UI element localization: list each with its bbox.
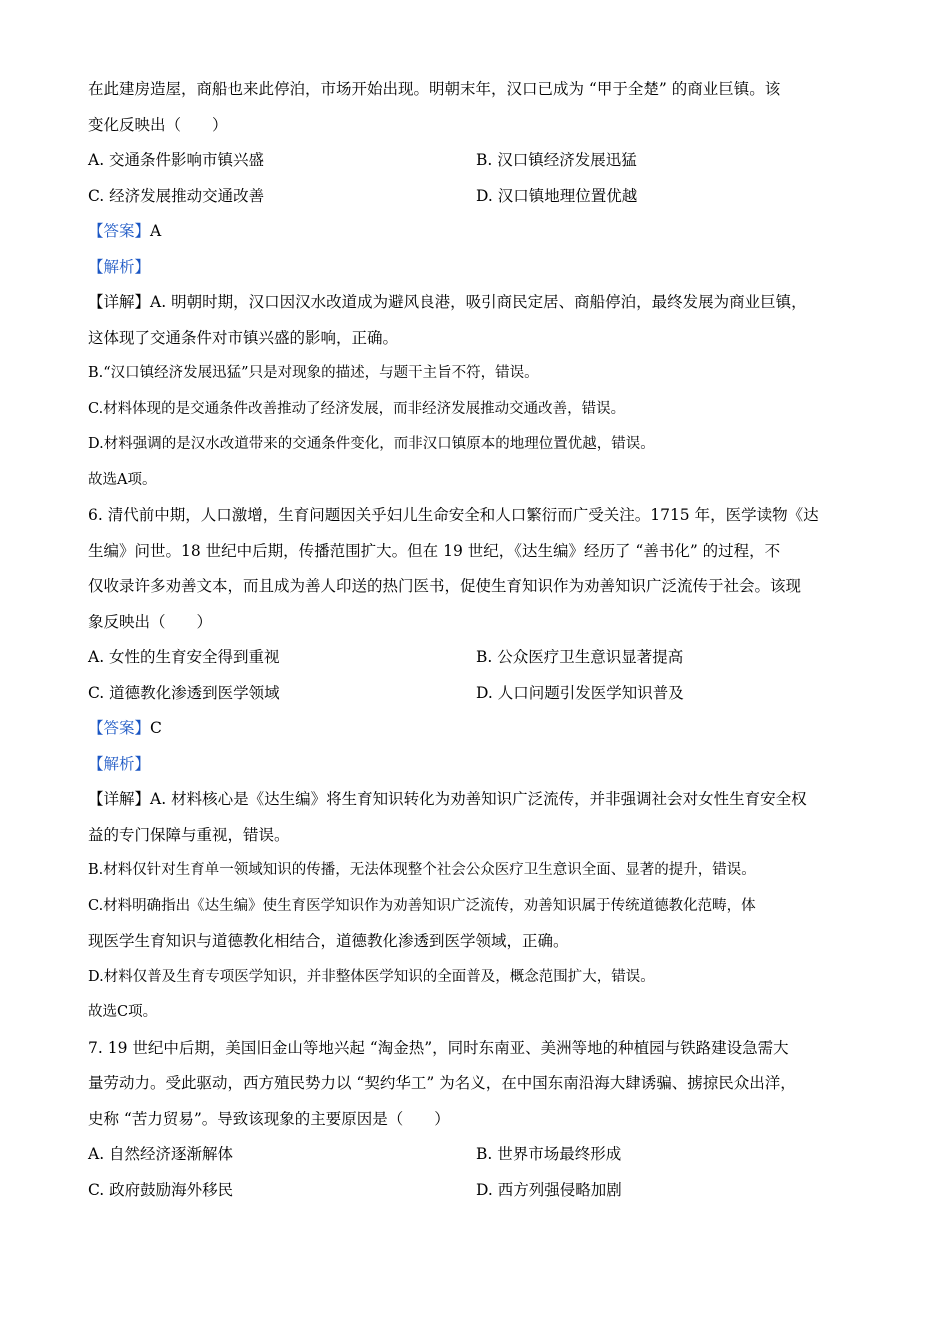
question-stem-line: 象反映出（ ） <box>88 612 213 631</box>
detail-text: A. 明朝时期，汉口因汉水改道成为避风良港，吸引商民定居、商船停泊，最终发展为商业巨镇， <box>150 293 807 311</box>
answer-tag: 【答案】 <box>88 222 151 240</box>
detail-line <box>88 782 878 818</box>
answer-line <box>88 214 878 250</box>
option-d: D. 西方列强侵略加剧 <box>476 1180 622 1199</box>
option-b: B. 世界市场最终形成 <box>476 1145 622 1163</box>
question-stem-line: 生编》问世。18 世纪中后期，传播范围扩大。但在 19 世纪，《达生编》经历了 “善书化” 的过程，不 <box>88 541 781 560</box>
explanation-line: 益的专门保障与重视，错误。 <box>88 825 290 844</box>
explanation-line: D.材料强调的是汉水改道带来的交通条件变化，而非汉口镇原本的地理位置优越，错误。 <box>88 436 655 452</box>
detail-tag: 【详解】 <box>88 293 151 311</box>
options-row <box>88 1173 878 1209</box>
answer-tag: 【答案】 <box>88 719 151 737</box>
option-c: C. 道德教化渗透到医学领域 <box>88 683 280 702</box>
explanation-line: B.“汉口镇经济发展迅猛”只是对现象的描述，与题干主旨不符，错误。 <box>88 365 539 381</box>
analysis-tag: 【解析】 <box>88 257 151 276</box>
question-7 <box>88 1031 878 1209</box>
question-stem-line: 7. 19 世纪中后期，美国旧金山等地兴起 “淘金热”，同时东南亚、美洲等地的种植园与铁路建设急需大 <box>88 1038 789 1057</box>
conclusion-line: 故选C项。 <box>88 1004 158 1020</box>
explanation-line: D.材料仅普及生育专项医学知识，并非整体医学知识的全面普及，概念范围扩大，错误。 <box>88 968 655 985</box>
explanation-line: 现医学生育知识与道德教化相结合，道德教化渗透到医学领域，正确。 <box>88 932 569 950</box>
detail-tag: 【详解】 <box>88 790 151 808</box>
option-a: A. 交通条件影响市镇兴盛 <box>88 151 265 169</box>
options-row <box>88 640 878 676</box>
question-stem-line: 量劳动力。受此驱动，西方殖民势力以 “契约华工” 为名义，在中国东南沿海大肆诱骗、掳掠民众出洋， <box>88 1074 796 1092</box>
options-row <box>88 179 878 215</box>
question-5 <box>88 72 878 498</box>
answer-value: C <box>150 719 162 737</box>
answer-value: A <box>150 222 162 240</box>
document-page <box>88 72 878 1208</box>
option-b: B. 公众医疗卫生意识显著提高 <box>476 648 684 666</box>
options-row <box>88 676 878 712</box>
explanation-line: B.材料仅针对生育单一领域知识的传播，无法体现整个社会公众医疗卫生意识全面、显著的提升，错误。 <box>88 862 756 878</box>
option-a: A. 女性的生育安全得到重视 <box>88 648 280 666</box>
detail-text: A. 材料核心是《达生编》将生育知识转化为劝善知识广泛流传，并非强调社会对女性生育安全权 <box>150 790 807 808</box>
explanation-line: 这体现了交通条件对市镇兴盛的影响，正确。 <box>88 328 399 347</box>
question-stem-line: 仅收录许多劝善文本，而且成为善人印送的热门医书，促使生育知识作为劝善知识广泛流传于社会。该现 <box>88 577 802 595</box>
option-c: C. 经济发展推动交通改善 <box>88 186 265 205</box>
question-6 <box>88 498 878 1031</box>
conclusion-line: 故选A项。 <box>88 471 157 488</box>
question-stem-line: 史称 “苦力贸易”。导致该现象的主要原因是（ ） <box>88 1109 450 1128</box>
question-stem-line: 变化反映出（ ） <box>88 115 228 134</box>
explanation-line: C.材料体现的是交通条件改善推动了经济发展，而非经济发展推动交通改善，错误。 <box>88 400 626 417</box>
analysis-tag: 【解析】 <box>88 754 151 773</box>
question-stem-line: 6. 清代前中期，人口激增，生育问题因关乎妇儿生命安全和人口繁衍而广受关注。1715 年，医学读物《达 <box>88 506 819 524</box>
explanation-line: C.材料明确指出《达生编》使生育医学知识作为劝善知识广泛流传，劝善知识属于传统道德教化范畴，体 <box>88 897 756 914</box>
detail-line <box>88 285 878 321</box>
option-c: C. 政府鼓励海外移民 <box>88 1180 234 1199</box>
option-d: D. 汉口镇地理位置优越 <box>476 186 638 205</box>
option-a: A. 自然经济逐渐解体 <box>88 1145 234 1163</box>
answer-line <box>88 711 878 747</box>
options-row <box>88 143 878 179</box>
question-stem-line: 在此建房造屋，商船也来此停泊，市场开始出现。明朝末年，汉口已成为 “甲于全楚” 的商业巨镇。该 <box>88 80 781 98</box>
option-d: D. 人口问题引发医学知识普及 <box>476 683 684 702</box>
options-row <box>88 1137 878 1173</box>
option-b: B. 汉口镇经济发展迅猛 <box>476 151 637 169</box>
